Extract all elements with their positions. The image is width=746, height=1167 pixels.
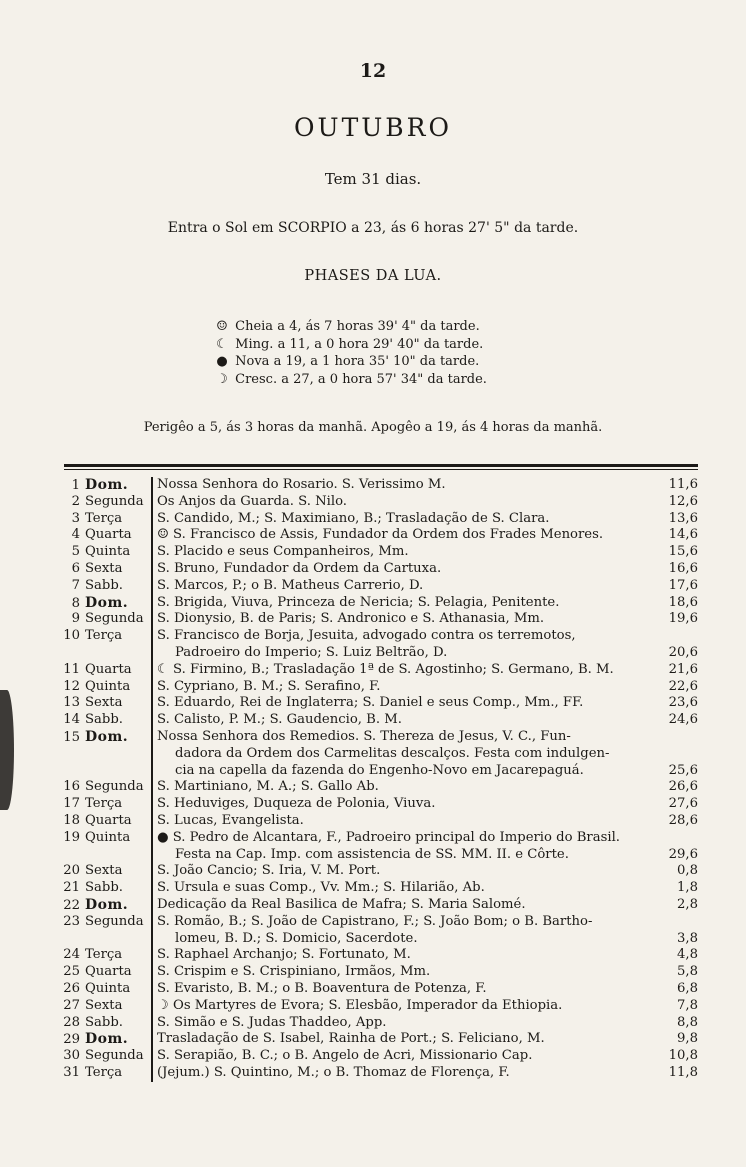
weekday: Sexta — [85, 695, 123, 711]
day-number: 13 — [63, 695, 80, 711]
moon-age-value: 8,8 — [677, 1014, 698, 1030]
column-divider — [151, 880, 153, 897]
day-label — [52, 1065, 150, 1082]
column-divider — [151, 712, 153, 729]
column-divider — [151, 1065, 153, 1082]
saint-description-line: S. Crispim e S. Crispiniano, Irmãos, Mm. — [157, 964, 431, 980]
day-row — [52, 981, 700, 998]
saint-description-line: Festa na Cap. Imp. com assistencia de SS. MM. II. e Côrte. — [175, 846, 569, 862]
weekday: Quarta — [85, 527, 132, 543]
column-divider — [151, 729, 153, 779]
day-row — [52, 947, 700, 964]
day-number: 12 — [63, 678, 80, 694]
moon-age-value: 2,8 — [677, 896, 698, 912]
day-label — [52, 1031, 150, 1049]
day-row — [52, 998, 700, 1015]
moon-age-value: 20,6 — [668, 644, 698, 660]
column-divider — [151, 897, 153, 914]
saint-description-line: S. Romão, B.; S. João de Capistrano, F.; S. João Bom; o B. Bartho- — [157, 913, 593, 929]
day-number: 27 — [63, 997, 80, 1013]
day-row — [52, 1031, 700, 1048]
day-number: 1 — [71, 478, 80, 493]
weekday: Segunda — [85, 611, 144, 627]
new-moon-icon: ● — [216, 354, 228, 369]
saint-description-line: S. Ursula e suas Comp., Vv. Mm.; S. Hilarião, Ab. — [157, 880, 485, 896]
day-number: 21 — [63, 880, 80, 896]
saint-description-line: S. Simão e S. Judas Thaddeo, App. — [157, 1014, 387, 1030]
weekday: Quinta — [85, 829, 131, 845]
day-number: 30 — [63, 1048, 80, 1064]
column-divider — [151, 863, 153, 880]
day-row — [52, 511, 700, 528]
saint-description-line: S. Martiniano, M. A.; S. Gallo Ab. — [157, 779, 379, 795]
column-divider — [151, 947, 153, 964]
day-row — [52, 796, 700, 813]
day-row — [52, 863, 700, 880]
saint-description-line: S. Calisto, P. M.; S. Gaudencio, B. M. — [157, 712, 402, 728]
waning-moon-icon: ☾ — [216, 336, 228, 352]
moon-age-value: 14,6 — [668, 527, 698, 543]
moon-phase-full — [213, 318, 533, 336]
waxing-moon-icon: ☽ — [216, 371, 228, 387]
page-number: 12 — [359, 60, 387, 82]
days-count: Tem 31 dias. — [324, 170, 422, 188]
column-divider — [151, 695, 153, 712]
day-number: 8 — [71, 595, 80, 611]
saint-description-line: Os Anjos da Guarda. S. Nilo. — [157, 493, 347, 509]
weekday: Sexta — [85, 560, 123, 576]
moon-age-value: 26,6 — [668, 779, 698, 795]
day-row — [52, 1015, 700, 1032]
day-label — [52, 813, 150, 830]
day-row — [52, 611, 700, 628]
weekday: Quinta — [85, 678, 131, 694]
weekday: Terça — [85, 510, 123, 526]
saint-description-line: S. Bruno, Fundador da Ordem da Cartuxa. — [157, 560, 442, 576]
day-label — [52, 527, 150, 544]
column-divider — [151, 477, 153, 494]
weekday: Segunda — [85, 1048, 144, 1064]
day-row — [52, 964, 700, 981]
day-number: 14 — [63, 712, 80, 728]
day-row — [52, 712, 700, 729]
day-row — [52, 679, 700, 696]
day-label — [52, 712, 150, 729]
day-label — [52, 1048, 150, 1065]
weekday: Dom. — [85, 728, 129, 745]
column-divider — [151, 964, 153, 981]
day-label — [52, 981, 150, 998]
day-number: 3 — [71, 510, 80, 526]
day-row — [52, 897, 700, 914]
saint-description-line: S. Heduviges, Duqueza de Polonia, Viuva. — [157, 796, 436, 812]
weekday: Sabb. — [85, 577, 123, 593]
day-number: 28 — [63, 1014, 80, 1030]
moon-phase-new — [213, 353, 533, 371]
day-row — [52, 813, 700, 830]
day-number: 29 — [63, 1032, 80, 1048]
weekday: Quarta — [85, 964, 132, 980]
moon-age-value: 21,6 — [668, 661, 698, 677]
column-divider — [151, 595, 153, 612]
saint-description-line: dadora da Ordem dos Carmelitas descalços. Festa com indulgen- — [175, 745, 610, 761]
day-label — [52, 695, 150, 712]
day-number: 19 — [63, 829, 80, 845]
saint-description-line: S. Raphael Archanjo; S. Fortunato, M. — [157, 947, 411, 963]
day-number: 26 — [63, 980, 80, 996]
day-label — [52, 830, 150, 847]
moon-age-value: 11,6 — [668, 477, 698, 492]
moon-phase-waxing — [213, 371, 533, 389]
day-row — [52, 578, 700, 595]
weekday: Terça — [85, 628, 123, 644]
saint-description-line: Nossa Senhora dos Remedios. S. Thereza de Jesus, V. C., Fun- — [157, 728, 571, 744]
day-label — [52, 561, 150, 578]
day-row — [52, 1048, 700, 1065]
column-divider — [151, 679, 153, 696]
moon-age-value: 5,8 — [677, 964, 698, 980]
moon-age-value: 15,6 — [668, 544, 698, 560]
table-top-rule — [64, 464, 698, 467]
moon-age-value: 3,8 — [677, 930, 698, 946]
moon-phase-text: Cresc. a 27, a 0 hora 57' 34" da tarde. — [235, 371, 487, 387]
saint-description-line: S. Lucas, Evangelista. — [157, 812, 304, 828]
day-label — [52, 628, 150, 645]
day-label — [52, 544, 150, 561]
day-label — [52, 729, 150, 747]
saint-description-line: ☽ Os Martyres de Evora; S. Elesbão, Imperador da Ethiopia. — [157, 997, 563, 1013]
moon-age-value: 10,8 — [668, 1048, 698, 1064]
moon-age-value: 19,6 — [668, 611, 698, 627]
saint-description-line: ● S. Pedro de Alcantara, F., Padroeiro principal do Imperio do Brasil. — [157, 829, 620, 845]
day-number: 23 — [63, 913, 80, 929]
day-row — [52, 494, 700, 511]
day-label — [52, 1015, 150, 1032]
day-row — [52, 628, 700, 662]
moon-phase-text: Nova a 19, a 1 hora 35' 10" da tarde. — [235, 354, 480, 369]
day-label — [52, 494, 150, 511]
saint-description-line: ☺ S. Francisco de Assis, Fundador da Ordem dos Frades Menores. — [157, 527, 604, 543]
saint-description-line: S. Placido e seus Companheiros, Mm. — [157, 544, 409, 560]
column-divider — [151, 813, 153, 830]
day-number: 17 — [63, 796, 80, 812]
day-row — [52, 527, 700, 544]
saint-description-line: S. Eduardo, Rei de Inglaterra; S. Daniel e seus Comp., Mm., FF. — [157, 695, 584, 711]
saint-description-line: S. João Cancio; S. Iria, V. M. Port. — [157, 863, 381, 879]
weekday: Segunda — [85, 493, 144, 509]
column-divider — [151, 527, 153, 544]
day-row — [52, 779, 700, 796]
day-row — [52, 662, 700, 679]
weekday: Terça — [85, 947, 123, 963]
weekday: Dom. — [85, 896, 129, 913]
column-divider — [151, 578, 153, 595]
saint-description-line: Nossa Senhora do Rosario. S. Verissimo M. — [157, 477, 446, 492]
saint-description-line: S. Cypriano, B. M.; S. Serafino, F. — [157, 678, 381, 694]
saint-description-line: (Jejum.) S. Quintino, M.; o B. Thomaz de Florença, F. — [157, 1064, 510, 1080]
day-number: 11 — [63, 661, 80, 677]
moon-phase-text: Ming. a 11, a 0 hora 29' 40" da tarde. — [235, 336, 484, 352]
saint-description-line: S. Brigida, Viuva, Princeza de Nericia; S. Pelagia, Penitente. — [157, 594, 560, 610]
column-divider — [151, 611, 153, 628]
moon-age-value: 29,6 — [668, 846, 698, 862]
day-row — [52, 595, 700, 612]
day-row — [52, 1065, 700, 1082]
moon-phases-list — [213, 318, 533, 388]
column-divider — [151, 561, 153, 578]
sun-entry-note: Entra o Sol em SCORPIO a 23, ás 6 horas 27' 5" da tarde. — [167, 220, 579, 236]
calendar-days-table — [52, 477, 700, 1082]
saint-description-line: S. Marcos, P.; o B. Matheus Carrerio, D. — [157, 577, 424, 593]
moon-age-value: 16,6 — [668, 560, 698, 576]
day-number: 18 — [63, 812, 80, 828]
moon-age-value: 18,6 — [668, 594, 698, 610]
day-row — [52, 544, 700, 561]
column-divider — [151, 511, 153, 528]
weekday: Terça — [85, 1064, 123, 1080]
weekday: Terça — [85, 796, 123, 812]
day-row — [52, 729, 700, 779]
day-row — [52, 880, 700, 897]
saint-description-line: S. Francisco de Borja, Jesuita, advogado contra os terremotos, — [157, 628, 576, 644]
day-number: 9 — [71, 611, 80, 627]
moon-phases-heading: PHASES DA LUA. — [304, 268, 442, 284]
table-top-rule-thin — [64, 469, 698, 470]
day-number: 24 — [63, 947, 80, 963]
weekday: Sabb. — [85, 880, 123, 896]
day-number: 10 — [63, 628, 80, 644]
day-number: 31 — [63, 1064, 80, 1080]
day-number: 25 — [63, 964, 80, 980]
saint-description-line: S. Serapião, B. C.; o B. Angelo de Acri, Missionario Cap. — [157, 1048, 533, 1064]
moon-age-value: 25,6 — [668, 762, 698, 778]
day-number: 20 — [63, 863, 80, 879]
day-number: 6 — [71, 560, 80, 576]
column-divider — [151, 662, 153, 679]
moon-age-value: 17,6 — [668, 577, 698, 593]
saint-description-line: ☾ S. Firmino, B.; Trasladação 1ª de S. Agostinho; S. Germano, B. M. — [157, 661, 614, 677]
moon-age-value: 13,6 — [668, 510, 698, 526]
column-divider — [151, 1048, 153, 1065]
column-divider — [151, 779, 153, 796]
day-label — [52, 863, 150, 880]
column-divider — [151, 494, 153, 511]
moon-age-value: 24,6 — [668, 712, 698, 728]
weekday: Segunda — [85, 779, 144, 795]
moon-phase-text: Cheia a 4, ás 7 horas 39' 4" da tarde. — [235, 319, 480, 334]
day-row — [52, 477, 700, 494]
column-divider — [151, 544, 153, 561]
moon-age-value: 1,8 — [677, 880, 698, 896]
day-label — [52, 998, 150, 1015]
day-row — [52, 561, 700, 578]
moon-age-value: 28,6 — [668, 812, 698, 828]
column-divider — [151, 1015, 153, 1032]
moon-age-value: 23,6 — [668, 695, 698, 711]
weekday: Quarta — [85, 812, 132, 828]
day-number: 15 — [63, 729, 80, 745]
day-label — [52, 611, 150, 628]
weekday: Sexta — [85, 863, 123, 879]
saint-description-line: S. Dionysio, B. de Paris; S. Andronico e S. Athanasia, Mm. — [157, 611, 545, 627]
page-edge-shadow — [0, 690, 14, 810]
moon-phase-waning — [213, 336, 533, 354]
moon-age-value: 27,6 — [668, 796, 698, 812]
weekday: Sabb. — [85, 1014, 123, 1030]
moon-age-value: 4,8 — [677, 947, 698, 963]
weekday: Segunda — [85, 913, 144, 929]
day-number: 22 — [63, 897, 80, 913]
weekday: Dom. — [85, 1031, 129, 1048]
day-label — [52, 511, 150, 528]
day-number: 4 — [71, 527, 80, 543]
month-title: OUTUBRO — [294, 113, 452, 142]
saint-description-line: Dedicação da Real Basilica de Mafra; S. Maria Salomé. — [157, 896, 526, 912]
weekday: Quinta — [85, 544, 131, 560]
day-label — [52, 679, 150, 696]
day-number: 2 — [71, 493, 80, 509]
saint-description-line: Trasladação de S. Isabel, Rainha de Port.; S. Feliciano, M. — [157, 1031, 545, 1047]
day-label — [52, 779, 150, 796]
day-label — [52, 796, 150, 813]
column-divider — [151, 914, 153, 948]
moon-age-value: 7,8 — [677, 997, 698, 1013]
moon-age-value: 9,8 — [677, 1031, 698, 1047]
day-number: 16 — [63, 779, 80, 795]
full-moon-icon: ☺ — [216, 319, 228, 334]
moon-age-value: 0,8 — [677, 863, 698, 879]
day-row — [52, 695, 700, 712]
saint-description-line: cia na capella da fazenda do Engenho-Novo em Jacarepaguá. — [175, 762, 584, 778]
column-divider — [151, 830, 153, 864]
day-label — [52, 578, 150, 595]
day-label — [52, 947, 150, 964]
column-divider — [151, 628, 153, 662]
saint-description-line: lomeu, B. D.; S. Domicio, Sacerdote. — [175, 930, 418, 946]
moon-age-value: 12,6 — [668, 493, 698, 509]
weekday: Sexta — [85, 997, 123, 1013]
day-number: 5 — [71, 544, 80, 560]
day-label — [52, 662, 150, 679]
day-label — [52, 477, 150, 495]
column-divider — [151, 796, 153, 813]
weekday: Dom. — [85, 477, 129, 493]
saint-description-line: S. Evaristo, B. M.; o B. Boaventura de Potenza, F. — [157, 980, 487, 996]
perigee-apogee-note: Perigêo a 5, ás 3 horas da manhã. Apogêo a 19, ás 4 horas da manhã. — [143, 420, 603, 435]
day-row — [52, 914, 700, 948]
weekday: Sabb. — [85, 712, 123, 728]
day-label — [52, 897, 150, 915]
day-label — [52, 964, 150, 981]
day-row — [52, 830, 700, 864]
moon-age-value: 6,8 — [677, 980, 698, 996]
day-label — [52, 914, 150, 931]
day-label — [52, 880, 150, 897]
weekday: Quinta — [85, 980, 131, 996]
day-label — [52, 595, 150, 613]
weekday: Dom. — [85, 594, 129, 611]
moon-age-value: 22,6 — [668, 678, 698, 694]
column-divider — [151, 1031, 153, 1048]
moon-age-value: 11,8 — [668, 1064, 698, 1080]
day-number: 7 — [71, 577, 80, 593]
column-divider — [151, 998, 153, 1015]
saint-description-line: Padroeiro do Imperio; S. Luiz Beltrão, D. — [175, 644, 448, 660]
column-divider — [151, 981, 153, 998]
saint-description-line: S. Candido, M.; S. Maximiano, B.; Trasladação de S. Clara. — [157, 510, 550, 526]
weekday: Quarta — [85, 661, 132, 677]
